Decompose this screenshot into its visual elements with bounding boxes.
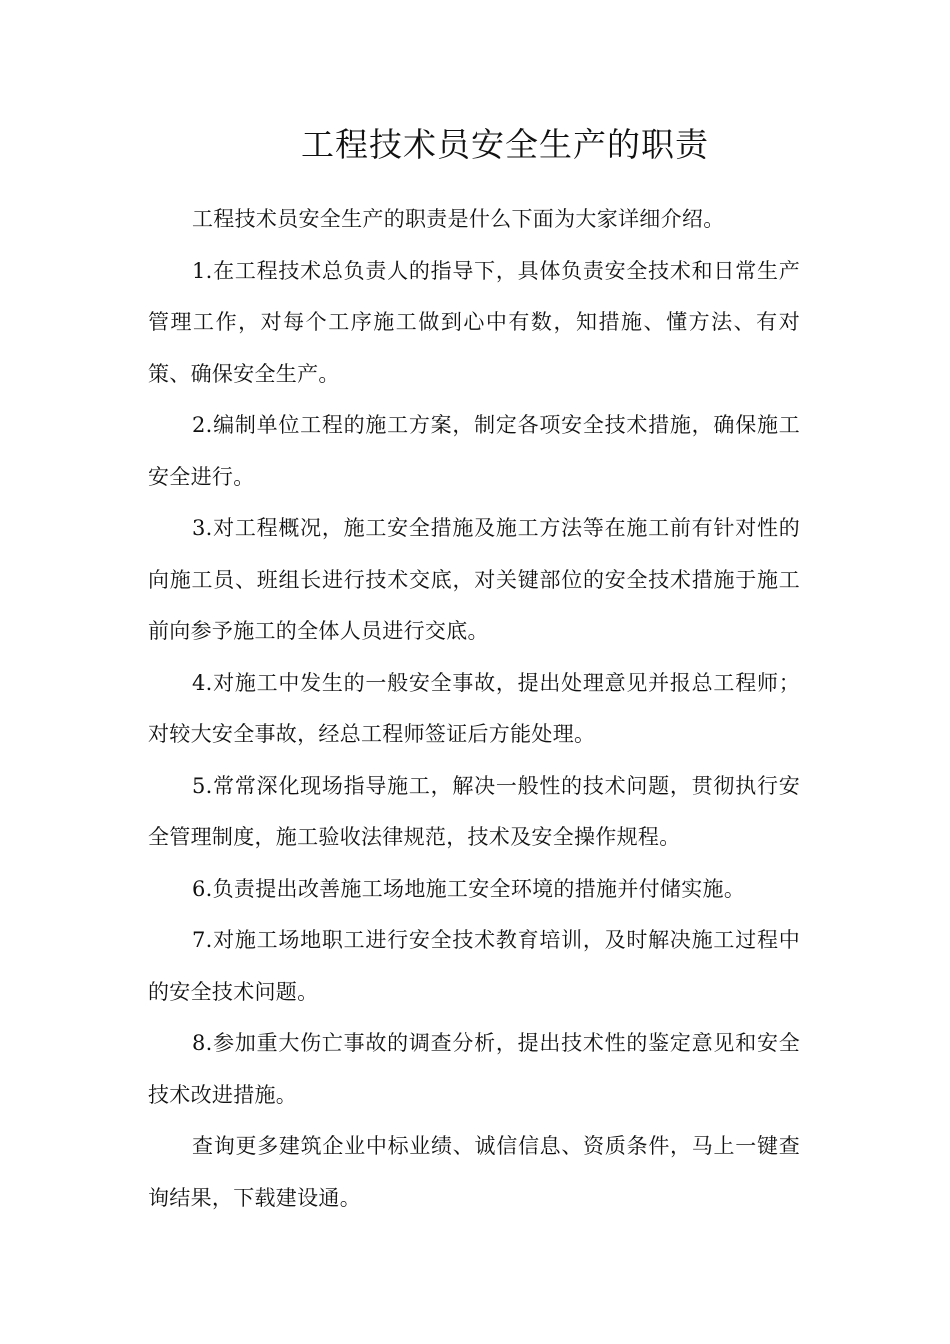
paragraph-item-2: 2.编制单位工程的施工方案，制定各项安全技术措施，确保施工安全进行。 — [148, 413, 800, 489]
paragraph-item-8: 8.参加重大伤亡事故的调查分析，提出技术性的鉴定意见和安全技术改进措施。 — [148, 1031, 800, 1107]
paragraph-item-7: 7.对施工场地职工进行安全技术教育培训，及时解决施工过程中的安全技术问题。 — [148, 928, 800, 1004]
document-body — [148, 194, 800, 1224]
document-title: 工程技术员安全生产的职责 — [301, 125, 709, 164]
paragraph-item-4: 4.对施工中发生的一般安全事故，提出处理意见并报总工程师；对较大安全事故，经总工程师签证后方能处理。 — [148, 670, 800, 746]
paragraph-item-5: 5.常常深化现场指导施工，解决一般性的技术问题，贯彻执行安全管理制度，施工验收法律规范，技术及安全操作规程。 — [148, 773, 800, 849]
paragraph-item-3: 3.对工程概况，施工安全措施及施工方法等在施工前有针对性的向施工员、班组长进行技术交底，对关键部位的安全技术措施于施工前向参予施工的全体人员进行交底。 — [148, 516, 800, 643]
paragraph-intro: 工程技术员安全生产的职责是什么下面为大家详细介绍。 — [192, 207, 725, 231]
paragraph-item-6: 6.负责提出改善施工场地施工安全环境的措施并付储实施。 — [192, 876, 746, 901]
paragraph-item-1: 1.在工程技术总负责人的指导下，具体负责安全技术和日常生产管理工作，对每个工序施工做到心中有数，知措施、懂方法、有对策、确保安全生产。 — [148, 258, 800, 386]
paragraph-closing: 查询更多建筑企业中标业绩、诚信信息、资质条件，马上一键查询结果，下载建设通。 — [148, 1134, 800, 1210]
